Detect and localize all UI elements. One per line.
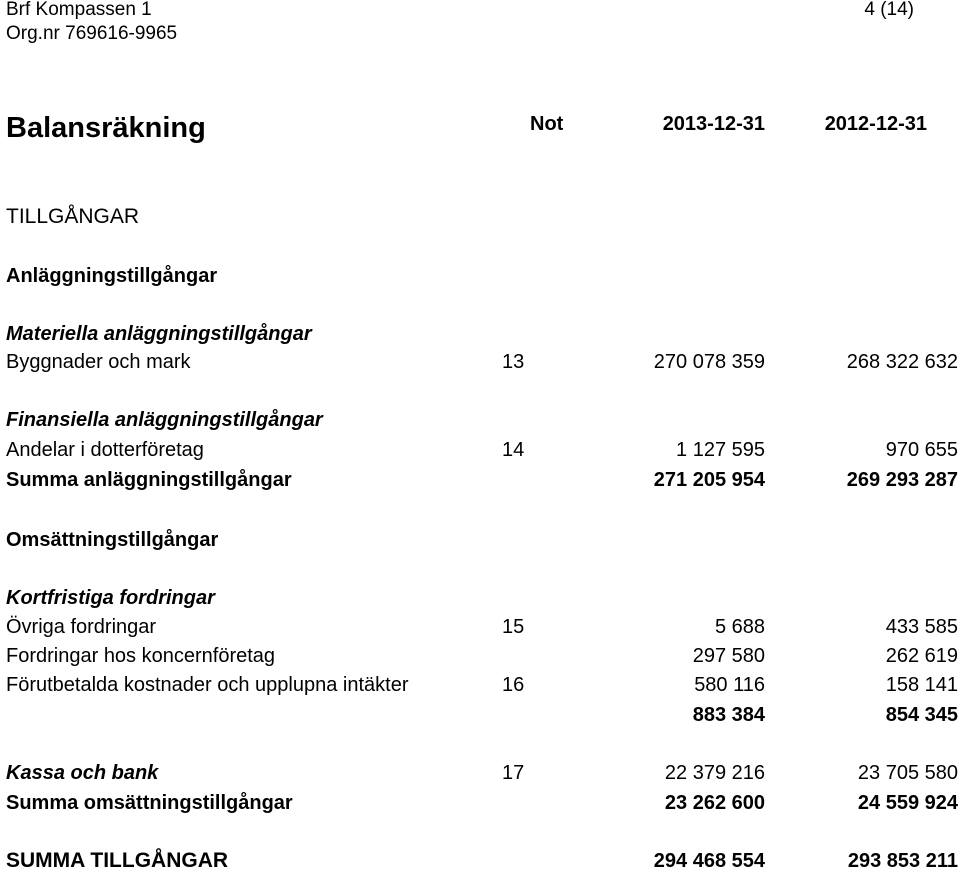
row-label: Förutbetalda kostnader och upplupna intäkter — [6, 674, 409, 696]
company-name: Brf Kompassen 1 — [6, 0, 152, 20]
row-label: Andelar i dotterföretag — [6, 439, 204, 461]
table-row — [0, 760, 960, 786]
row-current-value: 5 688 — [714, 616, 765, 638]
row-previous-value: 970 655 — [885, 439, 958, 461]
page-number: 4 (14) — [864, 0, 914, 20]
row-note: 15 — [502, 616, 525, 638]
column-header-current-year: 2013-12-31 — [662, 113, 765, 135]
org-number: Org.nr 769616-9965 — [6, 23, 178, 44]
section-current-assets: Omsättningstillgångar — [6, 529, 219, 551]
row-previous-value: 293 853 211 — [847, 850, 958, 872]
column-header-note: Not — [530, 113, 564, 135]
section-tangible-assets: Materiella anläggningstillgångar — [6, 323, 312, 345]
page-title: Balansräkning — [6, 112, 206, 144]
row-label: SUMMA TILLGÅNGAR — [6, 849, 229, 872]
row-current-value: 23 262 600 — [664, 792, 765, 814]
table-row-subtotal — [0, 702, 960, 728]
table-row — [0, 614, 960, 640]
row-previous-value: 158 141 — [885, 674, 958, 696]
row-current-value: 270 078 359 — [653, 351, 765, 373]
row-previous-value: 854 345 — [885, 704, 958, 726]
row-current-value: 271 205 954 — [653, 469, 765, 491]
row-note: 14 — [502, 439, 525, 461]
row-label: Kassa och bank — [6, 762, 159, 784]
row-previous-value: 24 559 924 — [857, 792, 958, 814]
table-row — [0, 643, 960, 669]
row-current-value: 294 468 554 — [653, 850, 765, 872]
row-note: 13 — [502, 351, 525, 373]
section-assets: TILLGÅNGAR — [6, 205, 140, 228]
row-label: Fordringar hos koncernföretag — [6, 645, 276, 667]
table-row — [0, 672, 960, 698]
row-previous-value: 23 705 580 — [857, 762, 958, 784]
row-current-value: 883 384 — [692, 704, 765, 726]
section-financial-assets: Finansiella anläggningstillgångar — [6, 409, 323, 431]
row-previous-value: 268 322 632 — [846, 351, 958, 373]
row-note: 17 — [502, 762, 525, 784]
table-row-sum — [0, 467, 960, 493]
row-label: Övriga fordringar — [6, 616, 157, 638]
section-fixed-assets: Anläggningstillgångar — [6, 265, 218, 287]
row-current-value: 1 127 595 — [676, 439, 765, 461]
row-previous-value: 262 619 — [885, 645, 958, 667]
column-header-previous-year: 2012-12-31 — [824, 113, 927, 135]
row-current-value: 580 116 — [694, 674, 765, 696]
row-label: Summa omsättningstillgångar — [6, 792, 293, 814]
section-short-term-receivables: Kortfristiga fordringar — [6, 587, 215, 609]
row-label: Summa anläggningstillgångar — [6, 469, 292, 491]
row-label: Byggnader och mark — [6, 351, 191, 373]
table-row — [0, 349, 960, 375]
row-current-value: 22 379 216 — [664, 762, 765, 784]
row-previous-value: 269 293 287 — [846, 469, 958, 491]
table-row-sum — [0, 790, 960, 816]
table-row-total — [0, 848, 960, 874]
table-row — [0, 437, 960, 463]
row-current-value: 297 580 — [692, 645, 765, 667]
row-previous-value: 433 585 — [885, 616, 958, 638]
row-note: 16 — [502, 674, 525, 696]
